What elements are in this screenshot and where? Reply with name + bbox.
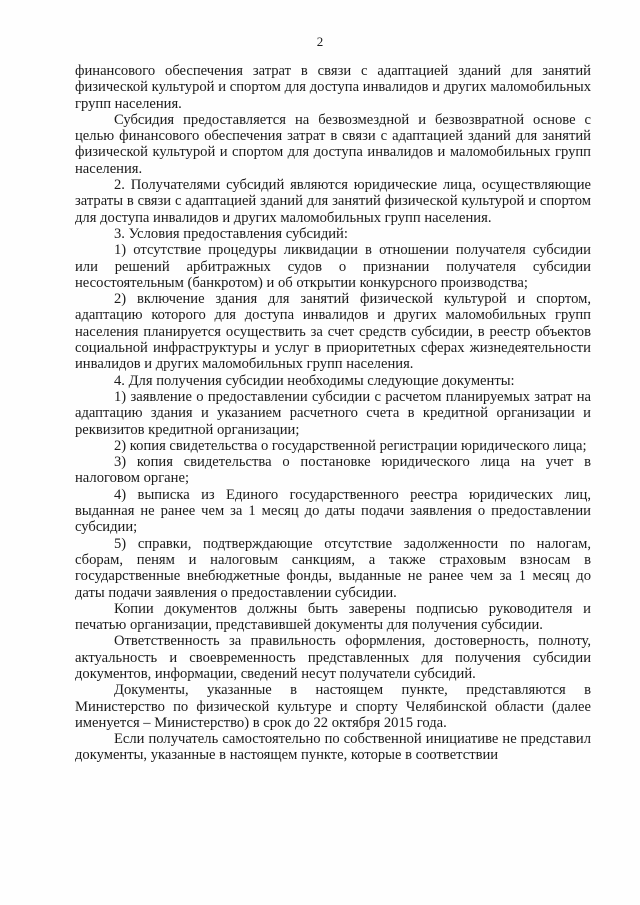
document-body [75,63,591,764]
paragraph: Ответственность за правильность оформления, достоверность, полноту, актуальность и своевременность представленных для получения субсидии документов, информации, сведений несут получатели субсидий. [75,633,591,682]
paragraph: 4) выписка из Единого государственного реестра юридических лиц, выданная не ранее чем за 1 месяц до даты подачи заявления о предоставлении субсидии; [75,486,591,536]
paragraph: финансового обеспечения затрат в связи с адаптацией зданий для занятий физической культурой и спортом для доступа инвалидов и других маломобильных групп населения. [75,63,591,112]
paragraph: Копии документов должны быть заверены подписью руководителя и печатью организации, представившей документы для получения субсидии. [75,600,591,634]
paragraph: 1) отсутствие процедуры ликвидации в отношении получателя субсидии или решений арбитражных судов о признании получателя субсидии несостоятельным (банкротом) и об открытии конкурсного производства; [75,242,591,291]
paragraph: 3. Условия предоставления субсидий: [114,225,348,242]
paragraph: Документы, указанные в настоящем пункте, представляются в Министерство по физической культуре и спорту Челябинской области (далее именуется – Министерство) в срок до 22 октября 2015 года. [75,682,591,731]
paragraph: 2. Получателями субсидий являются юридические лица, осуществляющие затраты в связи с адаптацией зданий для занятий физической культурой и спортом для доступа инвалидов и других маломобильных групп населения. [75,177,591,226]
paragraph: 2) включение здания для занятий физической культурой и спортом, адаптацию которого для доступа инвалидов и других маломобильных групп населения планируется осуществить за счет средств субсидии, в реестр объектов социальной инфраструктуры и услуг в приоритетных сферах жизнедеятельности инвалидов и других маломобильных групп населения. [75,291,591,373]
paragraph: 2) копия свидетельства о государственной регистрации юридического лица; [114,437,587,454]
paragraph: Субсидия предоставляется на безвозмездной и безвозвратной основе с целью финансового обеспечения затрат в связи с адаптацией зданий для занятий физической культурой и спортом для доступа инвалидов и маломобильных групп населения. [75,111,591,177]
page-number: 2 [316,34,324,49]
paragraph: 4. Для получения субсидии необходимы следующие документы: [114,372,515,389]
paragraph: 5) справки, подтверждающие отсутствие задолженности по налогам, сборам, пеням и налоговым санкциям, а также страховым взносам в государственные внебюджетные фонды, выданные не ранее чем за 1 месяц до даты подачи заявления о предоставлении субсидии. [75,535,591,601]
paragraph: Если получатель самостоятельно по собственной инициативе не представил документы, указанные в настоящем пункте, которые в соответствии [75,731,591,764]
paragraph: 3) копия свидетельства о постановке юридического лица на учет в налоговом органе; [75,454,591,487]
paragraph: 1) заявление о предоставлении субсидии с расчетом планируемых затрат на адаптацию здания и указанием расчетного счета в кредитной организации и реквизитов кредитной организации; [75,388,591,438]
